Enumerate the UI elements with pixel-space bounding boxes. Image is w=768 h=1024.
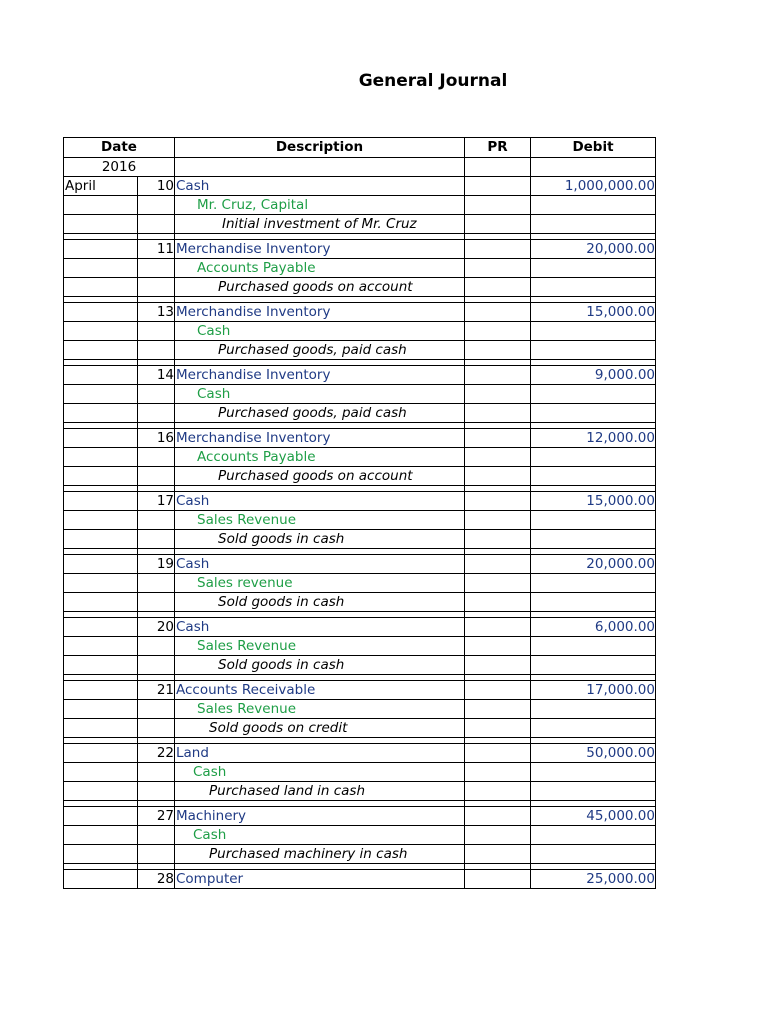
table-row: [64, 341, 656, 360]
table-row: [64, 555, 656, 574]
memo-cell: Sold goods on credit: [175, 719, 465, 738]
memo-cell: Purchased goods, paid cash: [175, 404, 465, 423]
memo-cell: Sold goods in cash: [175, 530, 465, 549]
debit-amount-cell: 25,000.00: [531, 870, 656, 889]
table-row: [64, 700, 656, 719]
debit-amount-cell: 12,000.00: [531, 429, 656, 448]
debit-account-cell: Computer: [175, 870, 465, 889]
table-row: [64, 322, 656, 341]
table-row: [64, 782, 656, 801]
header-description: Description: [175, 138, 465, 158]
debit-amount-cell: 17,000.00: [531, 681, 656, 700]
memo-cell: Initial investment of Mr. Cruz: [175, 215, 465, 234]
debit-amount-cell: 15,000.00: [531, 303, 656, 322]
credit-account-cell: Sales revenue: [175, 574, 465, 593]
table-row: [64, 240, 656, 259]
header-debit: Debit: [531, 138, 656, 158]
debit-amount-cell: 50,000.00: [531, 744, 656, 763]
table-row: [64, 618, 656, 637]
table-row: [64, 511, 656, 530]
table-row: [64, 278, 656, 297]
memo-cell: Purchased goods, paid cash: [175, 341, 465, 360]
debit-amount-cell: 6,000.00: [531, 618, 656, 637]
table-row: [64, 177, 656, 196]
debit-account-cell: Merchandise Inventory: [175, 240, 465, 259]
table-row: [64, 656, 656, 675]
table-row: [64, 429, 656, 448]
debit-amount-cell: 1,000,000.00: [531, 177, 656, 196]
day-cell: 14: [138, 366, 175, 385]
credit-account-cell: Cash: [175, 385, 465, 404]
table-row: [64, 385, 656, 404]
table-row: [64, 467, 656, 486]
memo-cell: Purchased land in cash: [175, 782, 465, 801]
debit-account-cell: Merchandise Inventory: [175, 366, 465, 385]
memo-cell: Sold goods in cash: [175, 656, 465, 675]
day-cell: 28: [138, 870, 175, 889]
credit-account-cell: Accounts Payable: [175, 448, 465, 467]
day-cell: 22: [138, 744, 175, 763]
pr-cell: [465, 177, 531, 196]
debit-account-cell: Cash: [175, 492, 465, 511]
memo-cell: Purchased machinery in cash: [175, 845, 465, 864]
year-row: [64, 158, 656, 177]
day-cell: 19: [138, 555, 175, 574]
debit-account-cell: Machinery: [175, 807, 465, 826]
credit-account-cell: Mr. Cruz, Capital: [175, 196, 465, 215]
page-title: General Journal: [358, 71, 508, 91]
table-row: [64, 215, 656, 234]
table-row: [64, 574, 656, 593]
table-row: [64, 404, 656, 423]
table-row: [64, 530, 656, 549]
table-row: [64, 196, 656, 215]
day-cell: 13: [138, 303, 175, 322]
header-row: [64, 138, 656, 158]
table-row: [64, 366, 656, 385]
debit-amount-cell: 45,000.00: [531, 807, 656, 826]
debit-account-cell: Cash: [175, 555, 465, 574]
day-cell: 17: [138, 492, 175, 511]
day-cell: 16: [138, 429, 175, 448]
credit-account-cell: Cash: [175, 322, 465, 341]
day-cell: 20: [138, 618, 175, 637]
memo-cell: Purchased goods on account: [175, 467, 465, 486]
debit-account-cell: Merchandise Inventory: [175, 429, 465, 448]
table-row: [64, 870, 656, 889]
day-cell: 21: [138, 681, 175, 700]
journal-table: [63, 137, 656, 889]
debit-account-cell: Cash: [175, 177, 465, 196]
table-row: [64, 807, 656, 826]
table-row: [64, 259, 656, 278]
day-cell: 11: [138, 240, 175, 259]
table-row: [64, 448, 656, 467]
debit-amount-cell: 20,000.00: [531, 555, 656, 574]
table-row: [64, 719, 656, 738]
debit-amount-cell: 20,000.00: [531, 240, 656, 259]
table-row: [64, 763, 656, 782]
credit-account-cell: Cash: [175, 763, 465, 782]
table-row: [64, 492, 656, 511]
table-row: [64, 637, 656, 656]
table-row: [64, 826, 656, 845]
credit-account-cell: Sales Revenue: [175, 700, 465, 719]
month-cell: April: [64, 177, 138, 196]
memo-cell: Purchased goods on account: [175, 278, 465, 297]
credit-account-cell: Accounts Payable: [175, 259, 465, 278]
table-row: [64, 744, 656, 763]
credit-account-cell: Sales Revenue: [175, 511, 465, 530]
table-row: [64, 303, 656, 322]
day-cell: 10: [138, 177, 175, 196]
debit-amount-cell: 15,000.00: [531, 492, 656, 511]
table-row: [64, 681, 656, 700]
year-cell: 2016: [64, 158, 175, 177]
memo-cell: Sold goods in cash: [175, 593, 465, 612]
debit-account-cell: Cash: [175, 618, 465, 637]
credit-account-cell: Sales Revenue: [175, 637, 465, 656]
debit-account-cell: Merchandise Inventory: [175, 303, 465, 322]
day-cell: 27: [138, 807, 175, 826]
debit-account-cell: Land: [175, 744, 465, 763]
debit-amount-cell: 9,000.00: [531, 366, 656, 385]
credit-account-cell: Cash: [175, 826, 465, 845]
debit-account-cell: Accounts Receivable: [175, 681, 465, 700]
table-row: [64, 845, 656, 864]
header-pr: PR: [465, 138, 531, 158]
header-date: Date: [64, 138, 175, 158]
table-row: [64, 593, 656, 612]
